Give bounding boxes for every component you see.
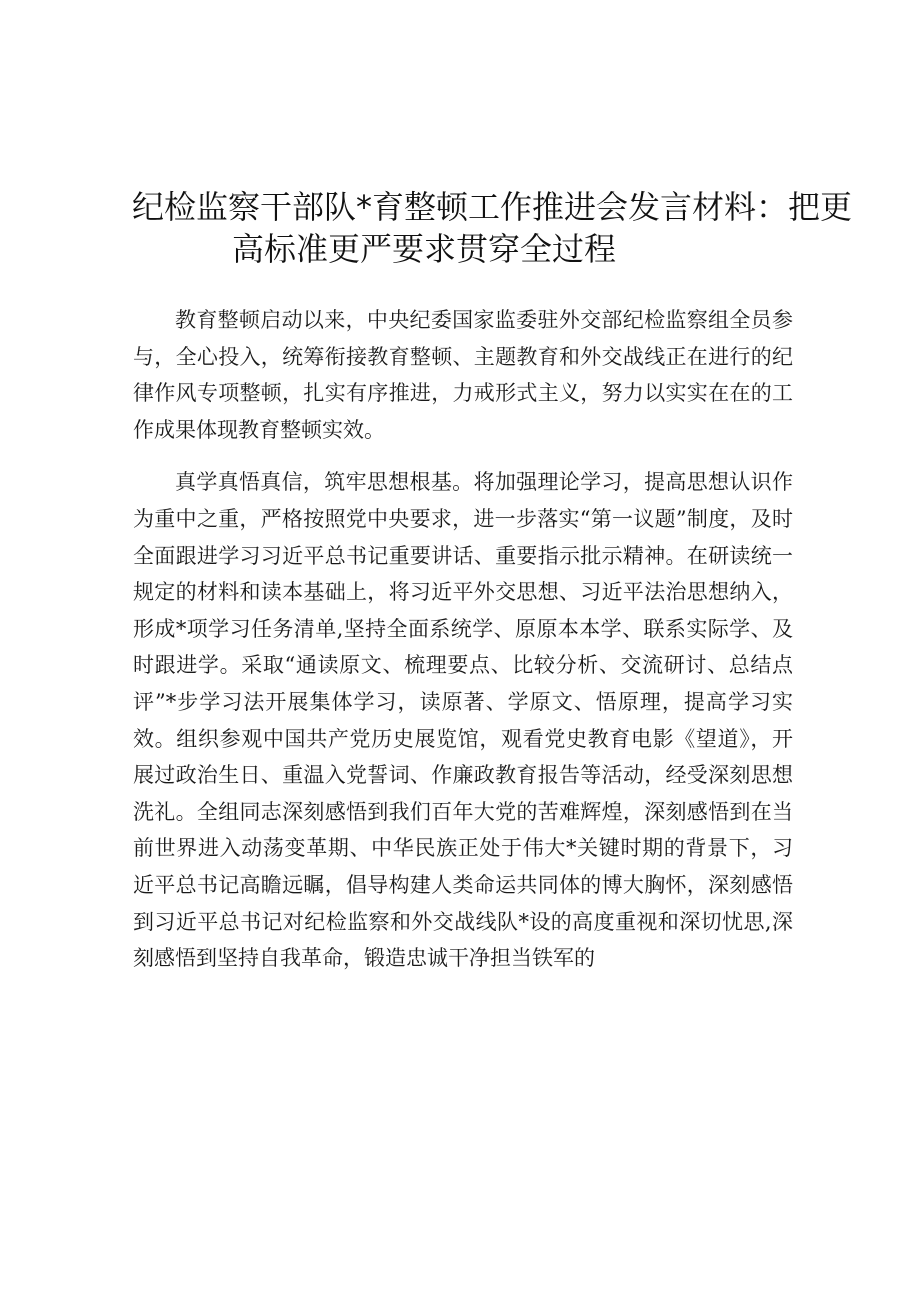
document-title [132, 186, 853, 270]
title-line-1: 纪检监察干部队*育整顿工作推进会发言材料：把更 [132, 188, 853, 226]
paragraph-intro: 教育整顿启动以来，中央纪委国家监委驻外交部纪检监察组全员参与，全心投入，统筹衔接教育整顿、主题教育和外交战线正在进行的纪律作风专项整顿，扎实有序推进，力戒形式主义，努力以实实在在的工作成果体现教育整顿实效。 [133, 308, 793, 442]
title-line-2: 高标准更严要求贯穿全过程 [232, 230, 617, 268]
document-body [133, 302, 793, 977]
paragraph-study: 真学真悟真信，筑牢思想根基。将加强理论学习，提高思想认识作为重中之重，严格按照党中央要求，进一步落实“第一议题”制度，及时全面跟进学习习近平总书记重要讲话、重要指示批示精神。在研读统一规定的材料和读本基础上，将习近平外交思想、习近平法治思想纳入，形成*项学习任务清单,坚持全面系统学、原原本本学、联系实际学、及时跟进学。采取“通读原文、梳理要点、比较分析、交流研讨、总结点评”*步学习法开展集体学习，读原著、学原文、悟原理，提高学习实效。组织参观中国共产党历史展览馆，观看党史教育电影《望道》，开展过政治生日、重温入党誓词、作廉政教育报告等活动，经受深刻思想洗礼。全组同志深刻感悟到我们百年大党的苦难辉煌，深刻感悟到在当前世界进入动荡变革期、中华民族正处于伟大*关键时期的背景下，习近平总书记高瞻远瞩，倡导构建人类命运共同体的博大胸怀，深刻感悟到习近平总书记对纪检监察和外交战线队*设的高度重视和深切忧思,深刻感悟到坚持自我革命，锻造忠诚干净担当铁军的 [133, 470, 793, 971]
